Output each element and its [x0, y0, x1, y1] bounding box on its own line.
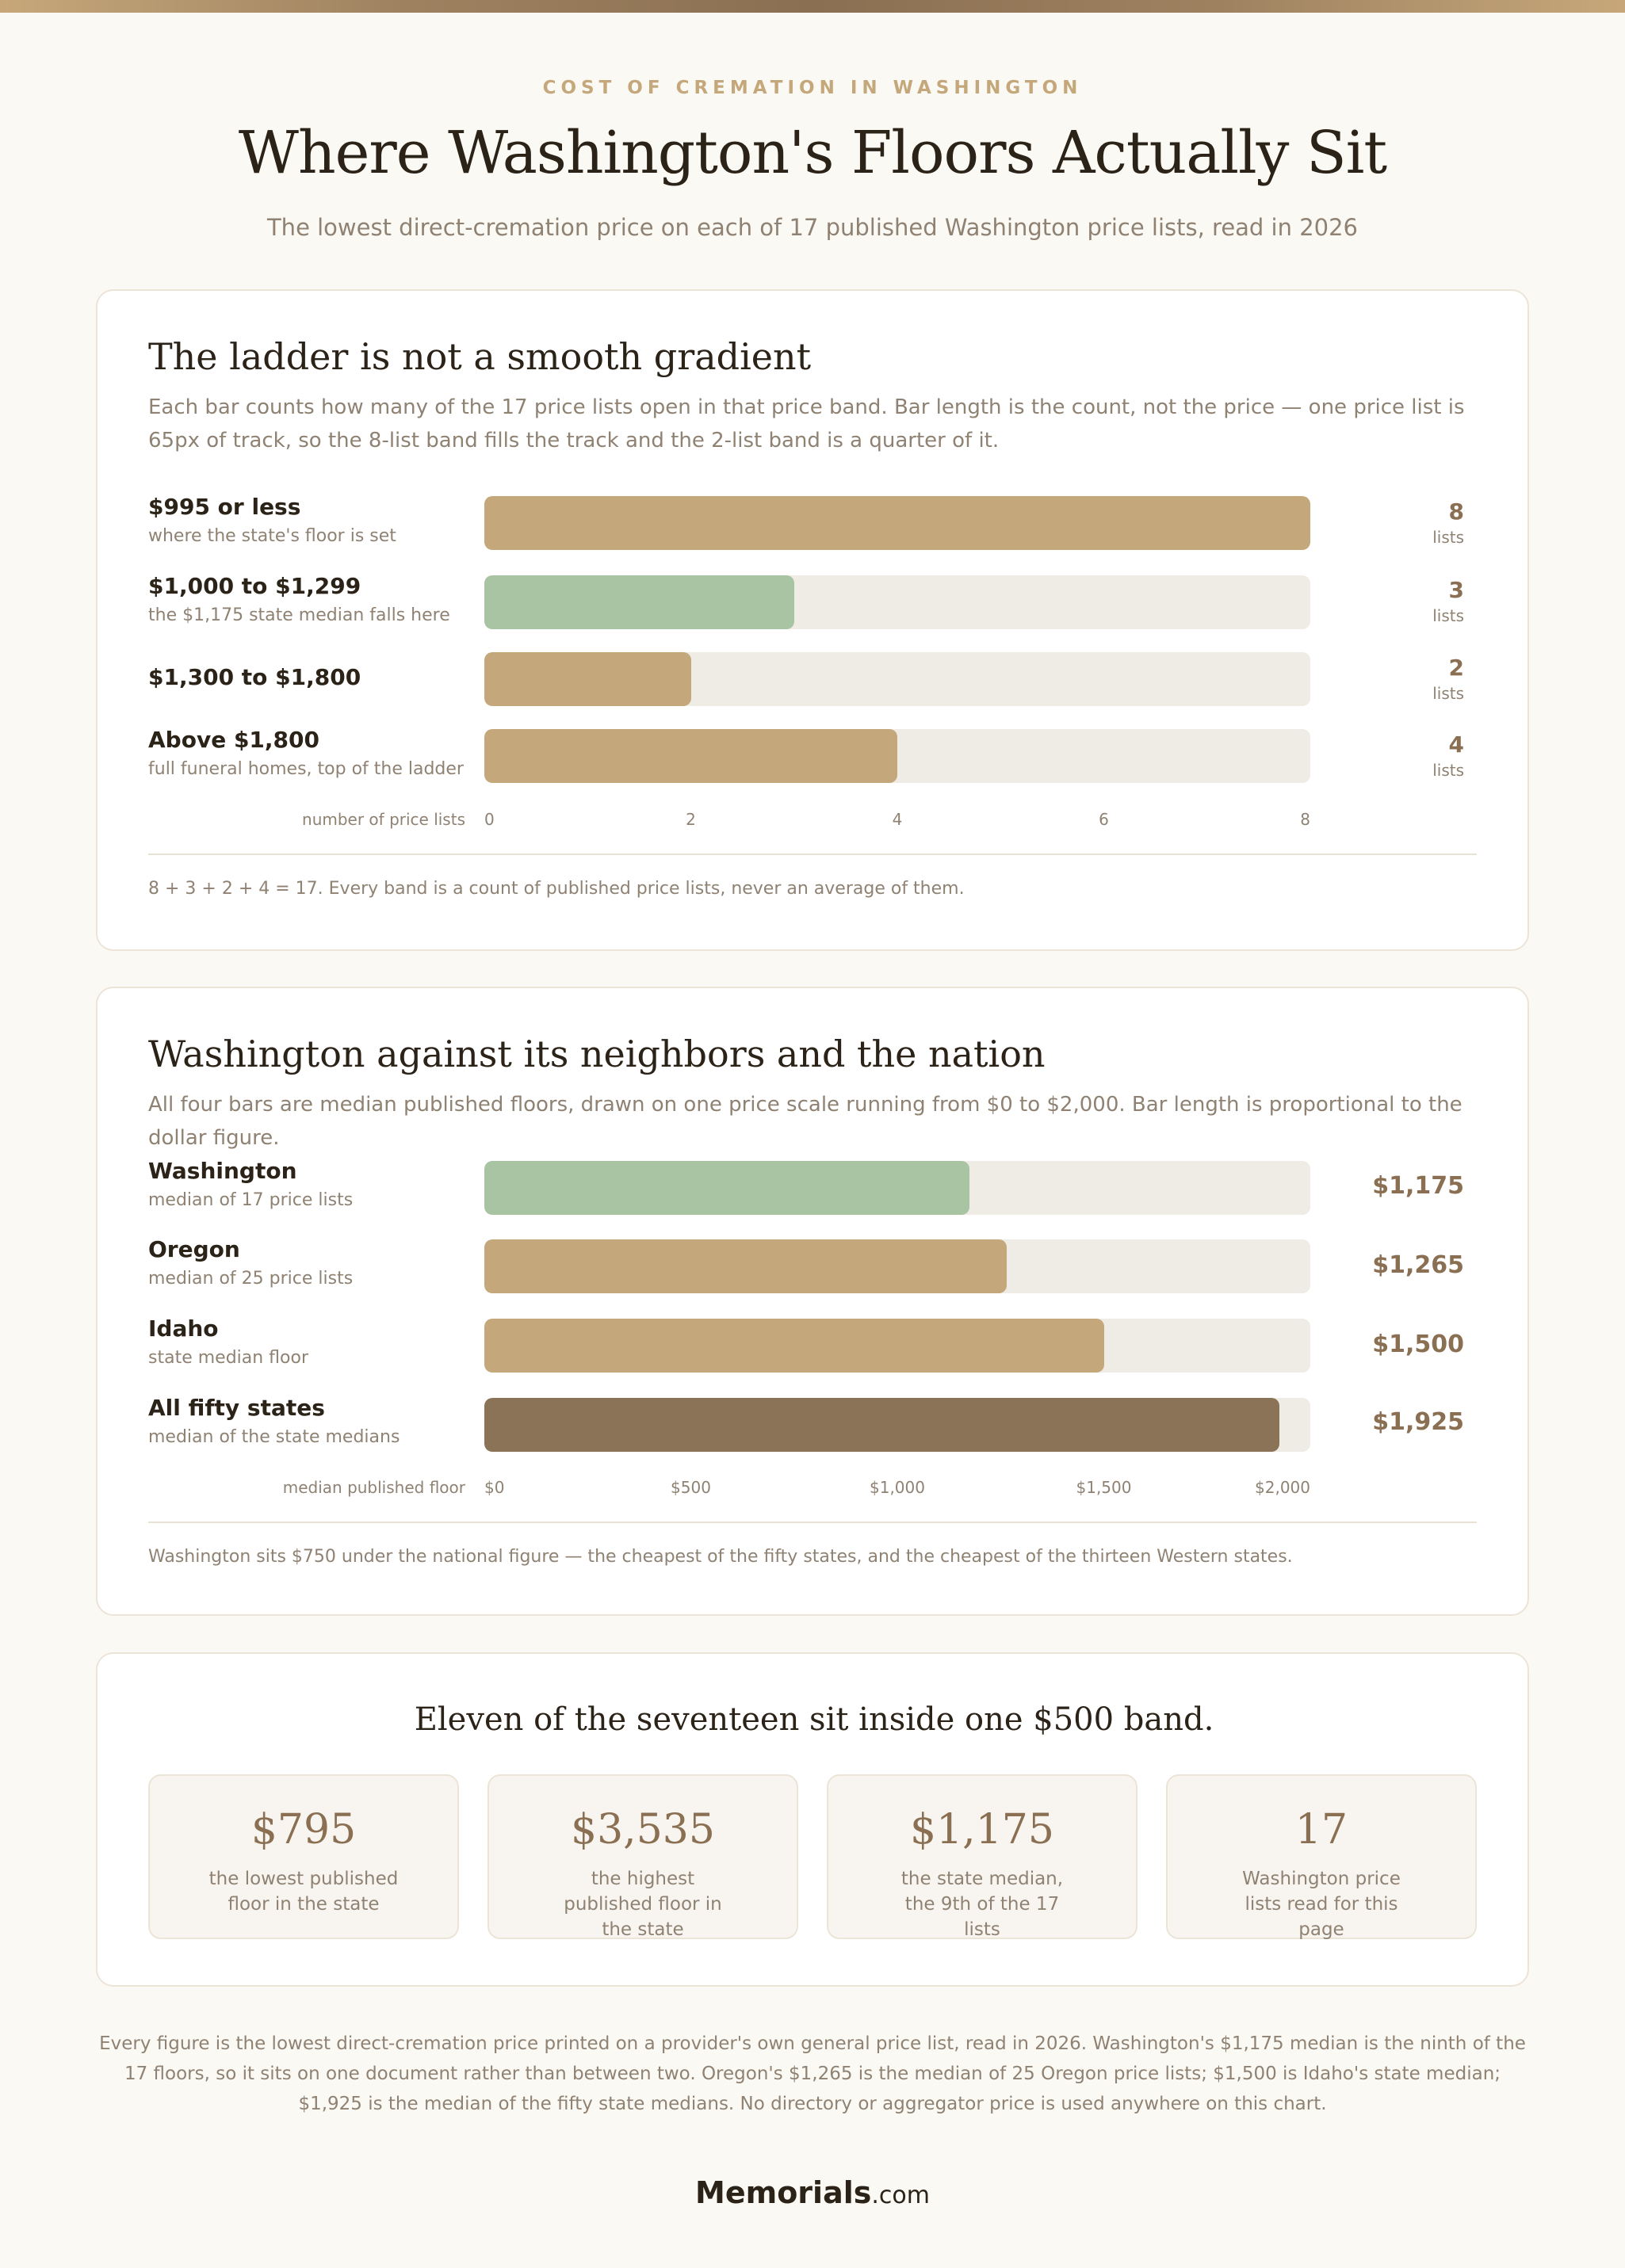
stat-card [148, 1774, 459, 1939]
region-name: Oregon [148, 1236, 240, 1262]
ladder-chart-card [96, 289, 1529, 951]
x-axis-title: number of price lists [302, 810, 465, 829]
band-name: $1,300 to $1,800 [148, 664, 361, 690]
bar-value [1432, 731, 1464, 780]
region-name: Washington [148, 1158, 297, 1184]
band-label [148, 664, 465, 690]
count-unit: lists [1432, 761, 1464, 780]
bar [484, 1398, 1279, 1452]
bar-value [1372, 1251, 1464, 1279]
page-title: Where Washington's Floors Actually Sit [238, 119, 1387, 187]
x-axis-title: median published floor [282, 1478, 465, 1497]
bar [484, 652, 691, 706]
page-subtitle: The lowest direct-cremation price on each of 17 published Washington price lists, read in 2026 [266, 214, 1359, 241]
bar-value [1372, 1408, 1464, 1436]
callout-card [96, 1652, 1529, 1987]
region-name: All fifty states [148, 1395, 325, 1421]
count-unit: lists [1432, 684, 1464, 703]
region-sublabel: state median floor [148, 1348, 309, 1368]
count-value: 4 [1448, 731, 1464, 758]
tick-label: $0 [484, 1478, 505, 1497]
price-value: $1,500 [1372, 1331, 1464, 1358]
footnote: Every figure is the lowest direct-cremation price printed on a provider's own general price list, read in 2026. Washington's $1,175 median is the ninth of the 17 floors, so it sits on one document rather than between two. Oregon's $1,265 is the median of 25 Oregon price lists; $1,500 is Idaho's state median; $1,925 is the median of the fifty state medians. No directory or aggregator price is used anywhere on this chart. [99, 2033, 1526, 2114]
bar [484, 496, 1310, 550]
stat-value: $3,535 [571, 1806, 715, 1854]
kicker: COST OF CREMATION IN WASHINGTON [542, 78, 1083, 98]
bar-value [1432, 498, 1464, 547]
tick-label: $1,000 [870, 1478, 925, 1497]
tick-label: 0 [484, 810, 495, 829]
logo-suffix: .com [871, 2182, 930, 2209]
tick-label: 6 [1099, 810, 1109, 829]
price-value: $1,265 [1372, 1251, 1464, 1279]
band-name: $1,000 to $1,299 [148, 573, 361, 599]
memorials-logo [0, 2175, 1625, 2210]
stat-value: $795 [250, 1806, 357, 1854]
region-label [148, 1236, 465, 1289]
bar-value [1432, 577, 1464, 625]
region-sublabel: median of 25 price lists [148, 1269, 354, 1289]
chart-title: Washington against its neighbors and the nation [148, 1033, 1046, 1075]
divider [148, 1522, 1477, 1523]
tick-label: $500 [671, 1478, 711, 1497]
tick-label: 2 [686, 810, 696, 829]
tick-label: $1,500 [1076, 1478, 1132, 1497]
region-sublabel: median of the state medians [148, 1427, 400, 1447]
region-label [148, 1315, 465, 1368]
stat-caption: Washington price lists read for this page [1242, 1869, 1401, 1940]
top-accent-bar [0, 0, 1625, 13]
chart-description: All four bars are median published floors, drawn on one price scale running from $0 to $2,000. Bar length is proportional to the dollar figure. [148, 1093, 1462, 1150]
region-sublabel: median of 17 price lists [148, 1190, 354, 1210]
tick-label: 4 [892, 810, 903, 829]
chart-title: The ladder is not a smooth gradient [148, 335, 812, 378]
stat-card [1166, 1774, 1477, 1939]
stat-caption: the lowest published floor in the state [208, 1869, 399, 1915]
bar [484, 1239, 1007, 1293]
chart-description: Each bar counts how many of the 17 price lists open in that price band. Bar length is the count, not the price — one price list is 65px of track, so the 8-list band fills the track and the 2-list band is a quarter of it. [148, 395, 1465, 452]
stat-value: 17 [1294, 1806, 1348, 1854]
price-value: $1,925 [1372, 1408, 1464, 1436]
bar-track [484, 1319, 1310, 1373]
bar-track [484, 575, 1310, 629]
stat-caption: the highest published floor in the state [564, 1869, 722, 1940]
stat-card [827, 1774, 1138, 1939]
bar [484, 575, 794, 629]
band-sublabel: where the state's floor is set [148, 526, 396, 546]
logo-name: Memorials [695, 2175, 872, 2210]
region-label [148, 1395, 465, 1447]
bar-track [484, 496, 1310, 550]
band-label [148, 727, 465, 779]
bar [484, 729, 897, 783]
band-label [148, 573, 465, 625]
chart-note: Washington sits $750 under the national figure — the cheapest of the fifty states, and the cheapest of the thirteen Western states. [148, 1547, 1293, 1567]
stat-value: $1,175 [910, 1806, 1054, 1854]
comparison-chart-card [96, 987, 1529, 1616]
region-label [148, 1158, 465, 1210]
bar-track [484, 1398, 1310, 1452]
count-value: 8 [1448, 498, 1464, 525]
count-unit: lists [1432, 606, 1464, 625]
bar-value [1432, 655, 1464, 703]
chart-note: 8 + 3 + 2 + 4 = 17. Every band is a count of published price lists, never an average of them. [148, 879, 965, 899]
band-sublabel: the $1,175 state median falls here [148, 605, 450, 625]
count-unit: lists [1432, 528, 1464, 547]
bar-track [484, 1239, 1310, 1293]
region-name: Idaho [148, 1315, 219, 1342]
bar [484, 1319, 1104, 1373]
bar-value [1372, 1331, 1464, 1358]
band-sublabel: full funeral homes, top of the ladder [148, 759, 464, 779]
bar [484, 1161, 969, 1215]
band-name: Above $1,800 [148, 727, 319, 753]
stat-card [488, 1774, 798, 1939]
count-value: 3 [1448, 577, 1464, 603]
count-value: 2 [1448, 655, 1464, 681]
price-value: $1,175 [1372, 1172, 1464, 1200]
bar-track [484, 729, 1310, 783]
divider [148, 853, 1477, 855]
tick-label: $2,000 [1255, 1478, 1310, 1497]
band-label [148, 494, 465, 546]
bar-track [484, 652, 1310, 706]
bar-track [484, 1161, 1310, 1215]
stat-caption: the state median, the 9th of the 17 lists [900, 1869, 1064, 1940]
tick-label: 8 [1300, 810, 1310, 829]
callout-title: Eleven of the seventeen sit inside one $500 band. [414, 1701, 1214, 1738]
bar-value [1372, 1172, 1464, 1200]
band-name: $995 or less [148, 494, 301, 520]
